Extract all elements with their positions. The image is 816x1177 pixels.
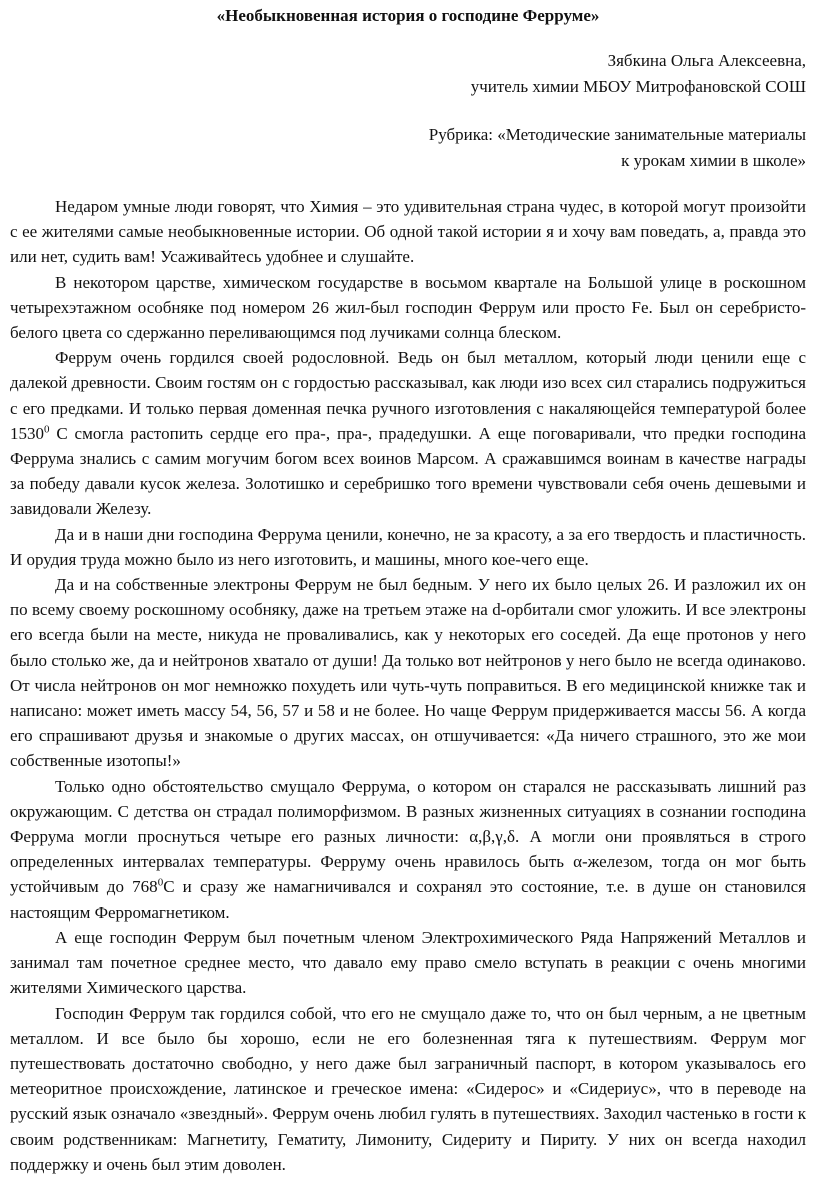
paragraph-text: Феррум очень гордился своей родословной. Ведь он был металлом, который люди ценили еще с далекой древности. Своим гостям он с гордостью рассказывал, как люди изо всех сил старались подружиться с его предками. И только первая доменная печка ручного изготовления с накаляющейся температурой более 1530 xyxy=(10,348,806,443)
paragraph: Да и на собственные электроны Феррум не был бедным. У него их было целых 26. И разложил их он по всему своему роскошному особняку, даже на третьем этаже на d-орбитали смог уложить. И все электроны его всегда были на месте, никуда не проваливались, как у некоторых его соседей. Да еще протонов у него было столько же, да и нейтронов хватало от души! Да только вот нейтронов у него было не всегда одинаково. От числа нейтронов он мог немножко похудеть или чуть-чуть поправиться. В его медицинской книжке так и написано: может иметь массу 54, 56, 57 и 58 и не более. Но чаще Феррум придерживается массы 56. А когда его спрашивают друзья и знакомые о других массах, он отшучивается: «Да ничего страшного, это же мои собственные изотопы!» xyxy=(10,575,806,771)
paragraph: В некотором царстве, химическом государстве в восьмом квартале на Большой улице в роскошном четырехэтажном особняке под номером 26 жил-был господин Феррум или просто Fe. Был он серебристо-белого цвета со сдержанно переливающимся под лучиками солнца блеском. xyxy=(10,272,806,343)
paragraph-text: С и сразу же намагничивался и сохранял это состояние, т.е. в душе он становился настоящим Ферромагнетиком. xyxy=(10,877,806,922)
paragraph: А еще господин Феррум был почетным членом Электрохимического Ряда Напряжений Металлов и занимал там почетное среднее место, что давало ему право смело вступать в реакции с очень многими жителями Химического царства. xyxy=(10,927,806,998)
paragraph: Да и в наши дни господина Феррума ценили, конечно, не за красоту, а за его твердость и пластичность. И орудия труда можно было из него изготовить, и машины, много кое-чего еще. xyxy=(10,524,806,569)
paragraph-text: Только одно обстоятельство смущало Феррума, о котором он старался не рассказывать лишний раз окружающим. С детства он страдал полиморфизмом. В разных жизненных ситуациях в сознании господина Феррума могли проснуться четыре его разных личности: α,β,γ,δ. А могли они проявляться в строго определенных интервалах температуры. Ферруму очень нравилось быть α-железом, тогда он мог быть устойчивым до 768 xyxy=(10,776,806,897)
author-position: учитель химии МБОУ Митрофановской СОШ xyxy=(470,77,806,96)
document-title: «Необыкновенная история о господине Феррумe» xyxy=(216,6,600,25)
paragraph: Господин Феррум так гордился собой, что его не смущало даже то, что он был черным, а не цветным металлом. И все было бы хорошо, если не его болезненная тяга к путешествиям. Феррум мог путешествовать достаточно свободно, у него даже был заграничный паспорт, в котором указывалось его метеоритное происхождение, латинское и греческое имена: «Сидерос» и «Сидериус», что в переводе на русский язык означало «звездный». Феррум очень любил гулять в путешествиях. Заходил частенько в гости к своим родственникам: Магнетиту, Гематиту, Лимониту, Сидериту и Пириту. У них он всегда находил поддержку и очень был этим доволен. xyxy=(10,1003,806,1174)
rubric-line-1: Рубрика: «Методические занимательные материалы xyxy=(428,125,806,144)
rubric-block xyxy=(10,122,806,174)
story-body xyxy=(10,194,806,1177)
author-block xyxy=(10,48,806,100)
degree-superscript: 0 xyxy=(44,423,50,436)
paragraph-text: С смогла растопить сердце его пра-, пра-, прадедушки. А еще поговаривали, что предки господина Феррума знались с самим могучим богом всех воинов Марсом. А сражавшимся воинам в качестве награды за победу давали кусок железа. Золотишко и серебришко того времени чувствовали себя очень дешевыми и завидовали Железу. xyxy=(10,423,806,519)
author-name: Зябкина Ольга Алексеевна, xyxy=(607,51,806,70)
paragraph xyxy=(10,345,806,521)
rubric-line-2: к урокам химии в школе» xyxy=(621,151,806,170)
degree-superscript: 0 xyxy=(157,876,164,889)
paragraph xyxy=(10,774,806,925)
paragraph: Недаром умные люди говорят, что Химия – это удивительная страна чудес, в которой могут произойти с ее жителями самые необыкновенные истории. Об одной такой истории я и хочу вам поведать, а, правда это или нет, судить вам! Усаживайтесь удобнее и слушайте. xyxy=(10,197,806,267)
